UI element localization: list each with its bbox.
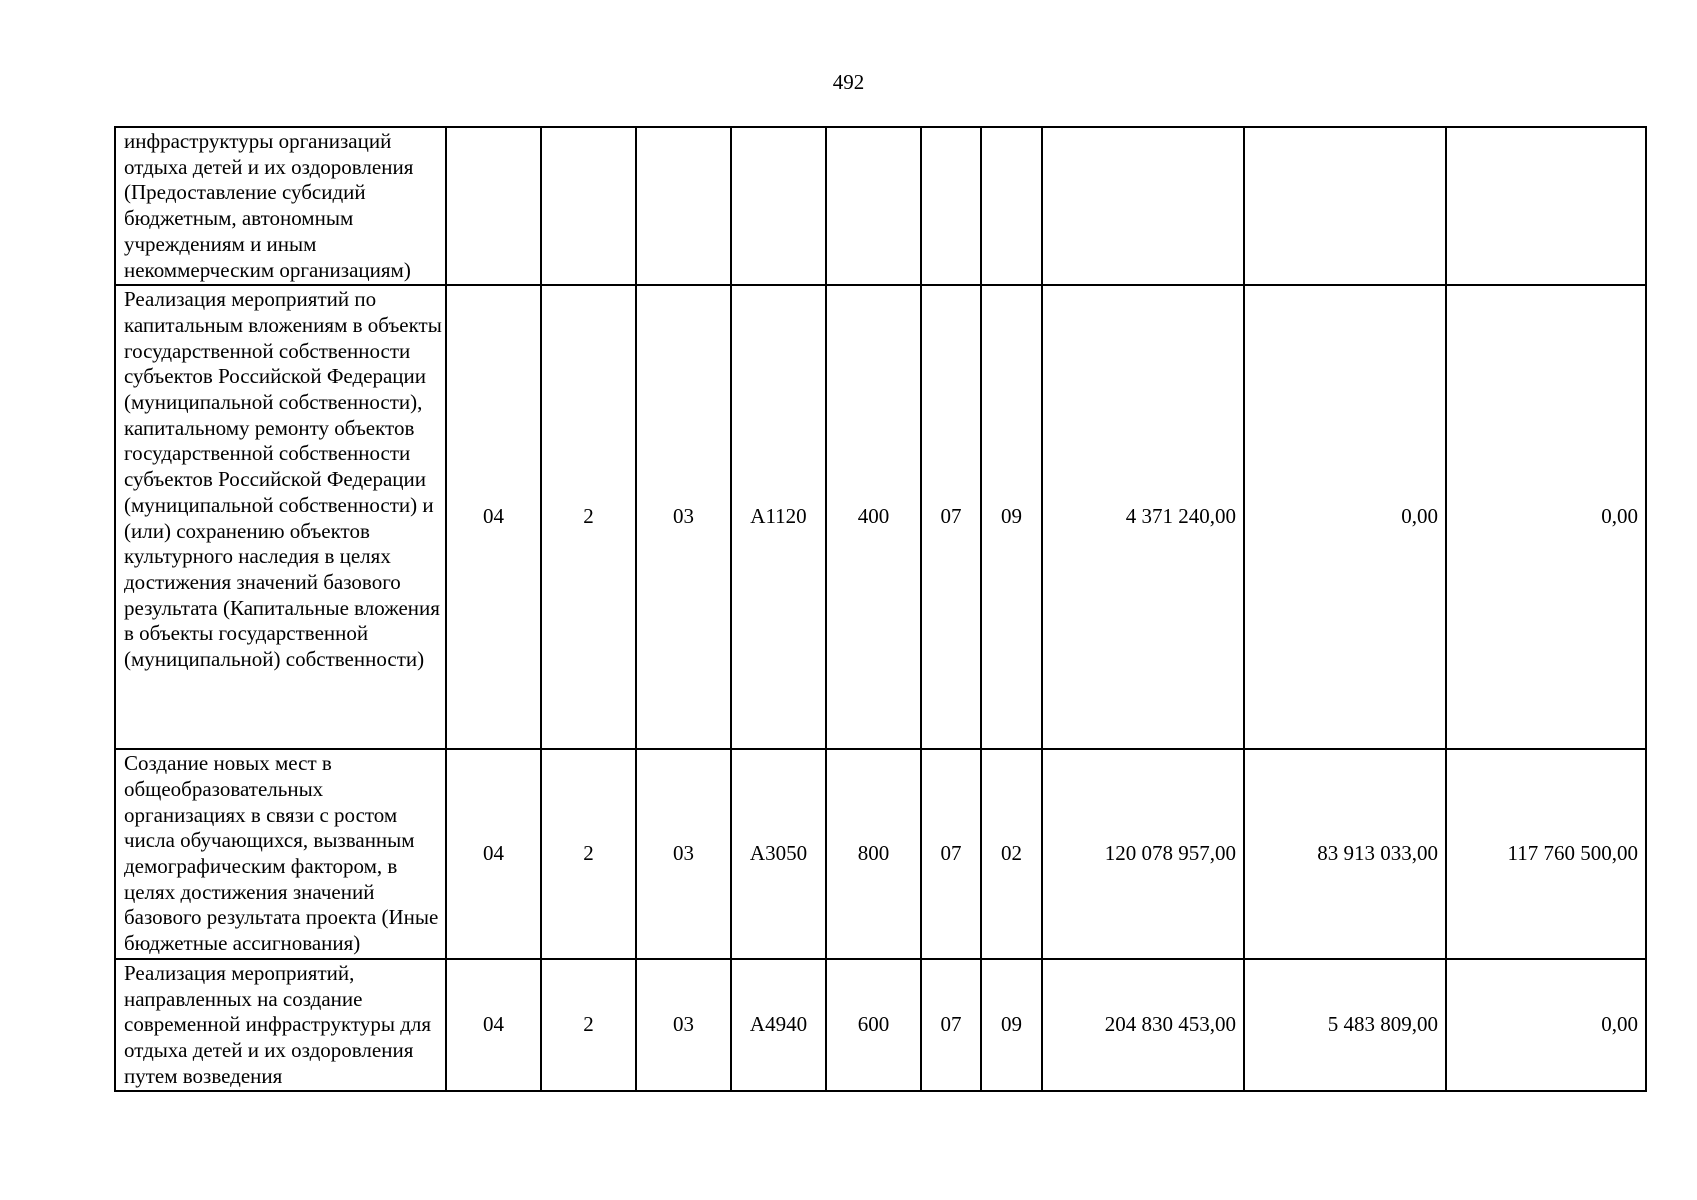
cell-direction-code: А1120 bbox=[731, 285, 826, 749]
cell-amount-2: 5 483 809,00 bbox=[1244, 959, 1446, 1092]
cell-amount-3: 0,00 bbox=[1446, 285, 1646, 749]
table-row bbox=[115, 959, 1646, 1092]
cell-program-code: 04 bbox=[446, 959, 541, 1092]
cell-subprogram-code: 2 bbox=[541, 285, 636, 749]
cell-amount-1: 120 078 957,00 bbox=[1042, 749, 1244, 959]
cell-subsection: 09 bbox=[981, 285, 1042, 749]
cell-subsection: 09 bbox=[981, 959, 1042, 1092]
cell-subprogram-code: 2 bbox=[541, 749, 636, 959]
cell-direction-code bbox=[731, 127, 826, 285]
page-number: 492 bbox=[832, 70, 865, 94]
cell-expense-type bbox=[826, 127, 921, 285]
cell-subsection bbox=[981, 127, 1042, 285]
cell-amount-1: 204 830 453,00 bbox=[1042, 959, 1244, 1092]
cell-amount-2: 0,00 bbox=[1244, 285, 1446, 749]
cell-amount-3 bbox=[1446, 127, 1646, 285]
budget-table bbox=[114, 126, 1647, 1092]
cell-expense-type: 600 bbox=[826, 959, 921, 1092]
cell-element-code: 03 bbox=[636, 959, 731, 1092]
row-description: Создание новых мест в общеобразовательных организациях в связи с ростом числа обучающихся, вызванным демографическим фактором, в целях достижения значений базового результата проекта (Иные бюджетные ассигнования) bbox=[115, 749, 446, 959]
cell-program-code: 04 bbox=[446, 749, 541, 959]
cell-element-code bbox=[636, 127, 731, 285]
cell-expense-type: 800 bbox=[826, 749, 921, 959]
cell-subprogram-code: 2 bbox=[541, 959, 636, 1092]
cell-direction-code: А4940 bbox=[731, 959, 826, 1092]
cell-section: 07 bbox=[921, 959, 981, 1092]
cell-subsection: 02 bbox=[981, 749, 1042, 959]
row-description: Реализация мероприятий по капитальным вложениям в объекты государственной собственности субъектов Российской Федерации (муниципальной собственности), капитальному ремонту объектов государственной собственности субъектов Российской Федерации (муниципальной собственности) и (или) сохранению объектов культурного наследия в целях достижения значений базового результата (Капитальные вложения в объекты государственной (муниципальной) собственности) bbox=[115, 285, 446, 749]
cell-amount-3: 0,00 bbox=[1446, 959, 1646, 1092]
cell-program-code: 04 bbox=[446, 285, 541, 749]
cell-program-code bbox=[446, 127, 541, 285]
cell-element-code: 03 bbox=[636, 749, 731, 959]
cell-subprogram-code bbox=[541, 127, 636, 285]
table-row bbox=[115, 127, 1646, 285]
cell-section bbox=[921, 127, 981, 285]
cell-amount-1 bbox=[1042, 127, 1244, 285]
row-description: инфраструктуры организаций отдыха детей и их оздоровления (Предоставление субсидий бюджетным, автономным учреждениям и иным некоммерческим организациям) bbox=[115, 127, 446, 285]
cell-element-code: 03 bbox=[636, 285, 731, 749]
cell-expense-type: 400 bbox=[826, 285, 921, 749]
cell-direction-code: А3050 bbox=[731, 749, 826, 959]
row-description: Реализация мероприятий, направленных на создание современной инфраструктуры для отдыха детей и их оздоровления путем возведения bbox=[115, 959, 446, 1092]
cell-section: 07 bbox=[921, 749, 981, 959]
cell-amount-3: 117 760 500,00 bbox=[1446, 749, 1646, 959]
cell-amount-1: 4 371 240,00 bbox=[1042, 285, 1244, 749]
cell-section: 07 bbox=[921, 285, 981, 749]
table-row bbox=[115, 285, 1646, 749]
table-row bbox=[115, 749, 1646, 959]
cell-amount-2: 83 913 033,00 bbox=[1244, 749, 1446, 959]
cell-amount-2 bbox=[1244, 127, 1446, 285]
